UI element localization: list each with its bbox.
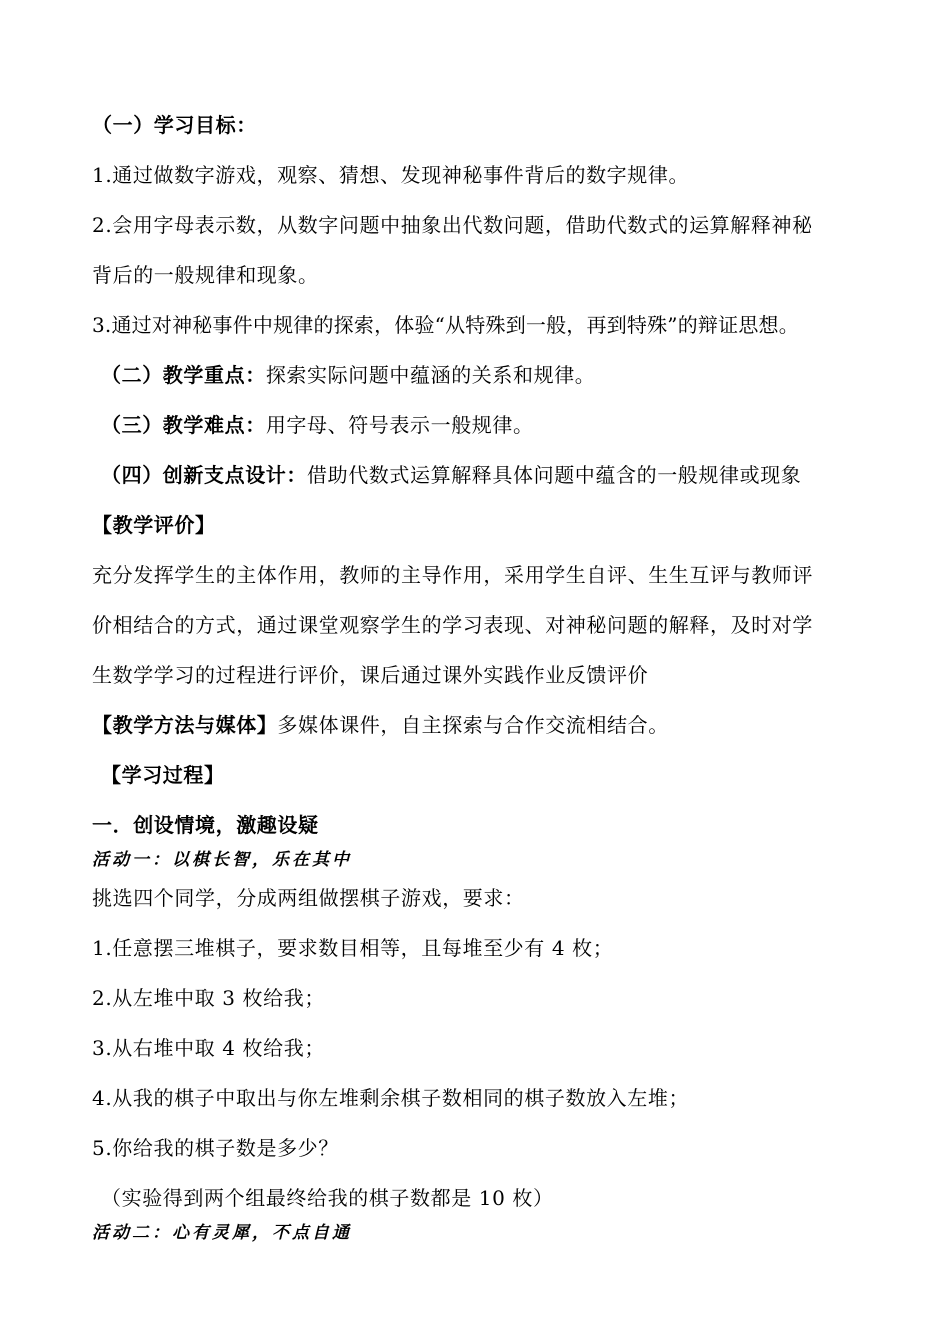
methods-text: 多媒体课件，自主探索与合作交流相结合。 <box>277 713 669 737</box>
activity-1-result: （实验得到两个组最终给我的棋子数都是 10 枚） <box>101 1186 554 1210</box>
objective-item-2: 2.会用字母表示数，从数字问题中抽象出代数问题，借助代数式的运算解释神秘 <box>92 213 813 237</box>
objectives-heading: （一）学习目标： <box>92 113 257 137</box>
activity-1-intro: 挑选四个同学，分成两组做摆棋子游戏，要求： <box>92 886 525 910</box>
innovation <box>101 461 801 489</box>
activity-1-step-1: 1.任意摆三堆棋子，要求数目相等，且每堆至少有 4 枚； <box>92 936 614 960</box>
objective-item-1: 1.通过做数字游戏，观察、猜想、发现神秘事件背后的数字规律。 <box>92 163 690 187</box>
difficulty-text: 用字母、符号表示一般规律。 <box>265 413 534 437</box>
innovation-label: （四）创新支点设计： <box>101 463 307 487</box>
activity-1-step-5: 5.你给我的棋子数是多少？ <box>92 1136 339 1160</box>
activity-2-title: 活动二：心有灵犀，不点自通 <box>92 1223 352 1243</box>
key-point-label: （二）教学重点： <box>101 363 266 387</box>
activity-1-step-2: 2.从左堆中取 3 枚给我； <box>92 986 325 1010</box>
key-point <box>101 361 595 389</box>
activity-1-title: 活动一：以棋长智，乐在其中 <box>92 850 352 870</box>
methods <box>92 711 669 739</box>
evaluation-line-3: 生数学学习的过程进行评价，课后通过课外实践作业反馈评价 <box>92 663 649 687</box>
process-heading: 【学习过程】 <box>101 763 225 787</box>
difficulty-label: （三）教学难点： <box>101 413 266 437</box>
methods-label: 【教学方法与媒体】 <box>92 713 278 737</box>
activity-1-step-3: 3.从右堆中取 4 枚给我； <box>92 1036 325 1060</box>
evaluation-heading: 【教学评价】 <box>92 513 216 537</box>
innovation-text: 借助代数式运算解释具体问题中蕴含的一般规律或现象 <box>307 463 802 487</box>
key-point-text: 探索实际问题中蕴涵的关系和规律。 <box>265 363 596 387</box>
evaluation-line-2: 价相结合的方式，通过课堂观察学生的学习表现、对神秘问题的解释，及时对学 <box>92 613 813 637</box>
difficulty <box>101 411 534 439</box>
objective-item-2-continued: 背后的一般规律和现象。 <box>92 263 319 287</box>
section-1-title: 一．创设情境，激趣设疑 <box>92 813 319 837</box>
objective-item-3: 3.通过对神秘事件中规律的探索，体验“从特殊到一般，再到特殊”的辩证思想。 <box>92 313 799 337</box>
activity-1-step-4: 4.从我的棋子中取出与你左堆剩余棋子数相同的棋子数放入左堆； <box>92 1086 690 1110</box>
evaluation-line-1: 充分发挥学生的主体作用，教师的主导作用，采用学生自评、生生互评与教师评 <box>92 563 813 587</box>
